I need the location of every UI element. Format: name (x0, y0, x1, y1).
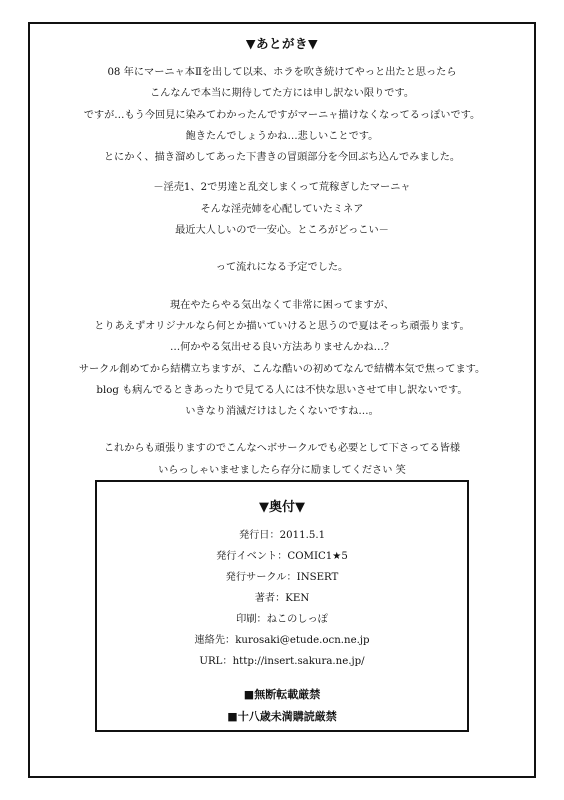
afterword-line: サークル創めてから結構立ちますが、こんな酷いの初めてなんで結構本気で焦ってます。 (78, 363, 486, 375)
afterword-line: 飽きたんでしょうかね…悲しいことです。 (185, 130, 379, 142)
synopsis-line: －淫売1、2で男達と乱交しまくって荒稼ぎしたマーニャ (153, 182, 411, 194)
publishing-event: 発行イベント：COMIC1★5 (216, 551, 348, 562)
closing-line: これからも頑張りますのでこんなヘボサークルでも必要として下さってる皆様 (103, 443, 461, 455)
colophon-box (95, 480, 469, 732)
afterword-line: とりあえずオリジナルなら何とか描いていけると思うので夏はそっち頑張ります。 (94, 320, 470, 332)
colophon-heading: ▼奥付▼ (259, 500, 305, 515)
afterword-section (40, 34, 524, 481)
no-reprint-notice: ■無断転載厳禁 (243, 688, 321, 701)
author: 著者：KEN (254, 593, 310, 604)
notices (97, 684, 467, 728)
contact-email: 連絡先：kurosaki@etude.ocn.ne.jp (194, 635, 370, 646)
afterword-line: とにかく、描き溜めしてあった下書きの冒頭部分を今回ぶち込んでみました。 (103, 152, 461, 164)
afterword-line: …何かやる気出せる良い方法ありませんかね…？ (169, 342, 395, 354)
issue-date: 発行日：2011.5.1 (238, 530, 326, 541)
synopsis-line: そんな淫売姉を心配していたミネア (200, 203, 364, 215)
afterword-line: blog も病んでるときあったりで見てる人には不快な思いさせて申し訳ないです。 (96, 384, 468, 396)
publishing-circle: 発行サークル：INSERT (225, 572, 339, 583)
afterword-line: こんなんで本当に期待してた方には申し訳ない限りです。 (149, 88, 415, 100)
synopsis-line: 最近大人しいので一安心。ところがどっこい－ (175, 225, 389, 237)
adults-only-notice: ■十八歳未満購読厳禁 (227, 710, 337, 723)
website-url: URL：http://insert.sakura.ne.jp/ (199, 656, 365, 667)
afterword-line: いきなり消滅だけはしたくないですね…。 (185, 406, 379, 418)
closing-line: いらっしゃいませましたら存分に励ましてください 笑 (158, 464, 406, 476)
afterword-line: 08 年にマーニャ本Ⅱを出して以来、ホラを吹き続けてやっと出たと思ったら (107, 67, 457, 78)
afterword-line: 現在やたらやる気出なくて非常に困ってますが、 (169, 299, 395, 311)
afterword-heading: ▼あとがき▼ (245, 36, 319, 51)
plan-line: って流れになる予定でした。 (215, 262, 349, 274)
afterword-line: ですが…もう今回見に染みてわかったんですがマーニャ描けなくなってるっぽいです。 (83, 109, 481, 121)
printer: 印刷：ねこのしっぽ (236, 614, 328, 625)
